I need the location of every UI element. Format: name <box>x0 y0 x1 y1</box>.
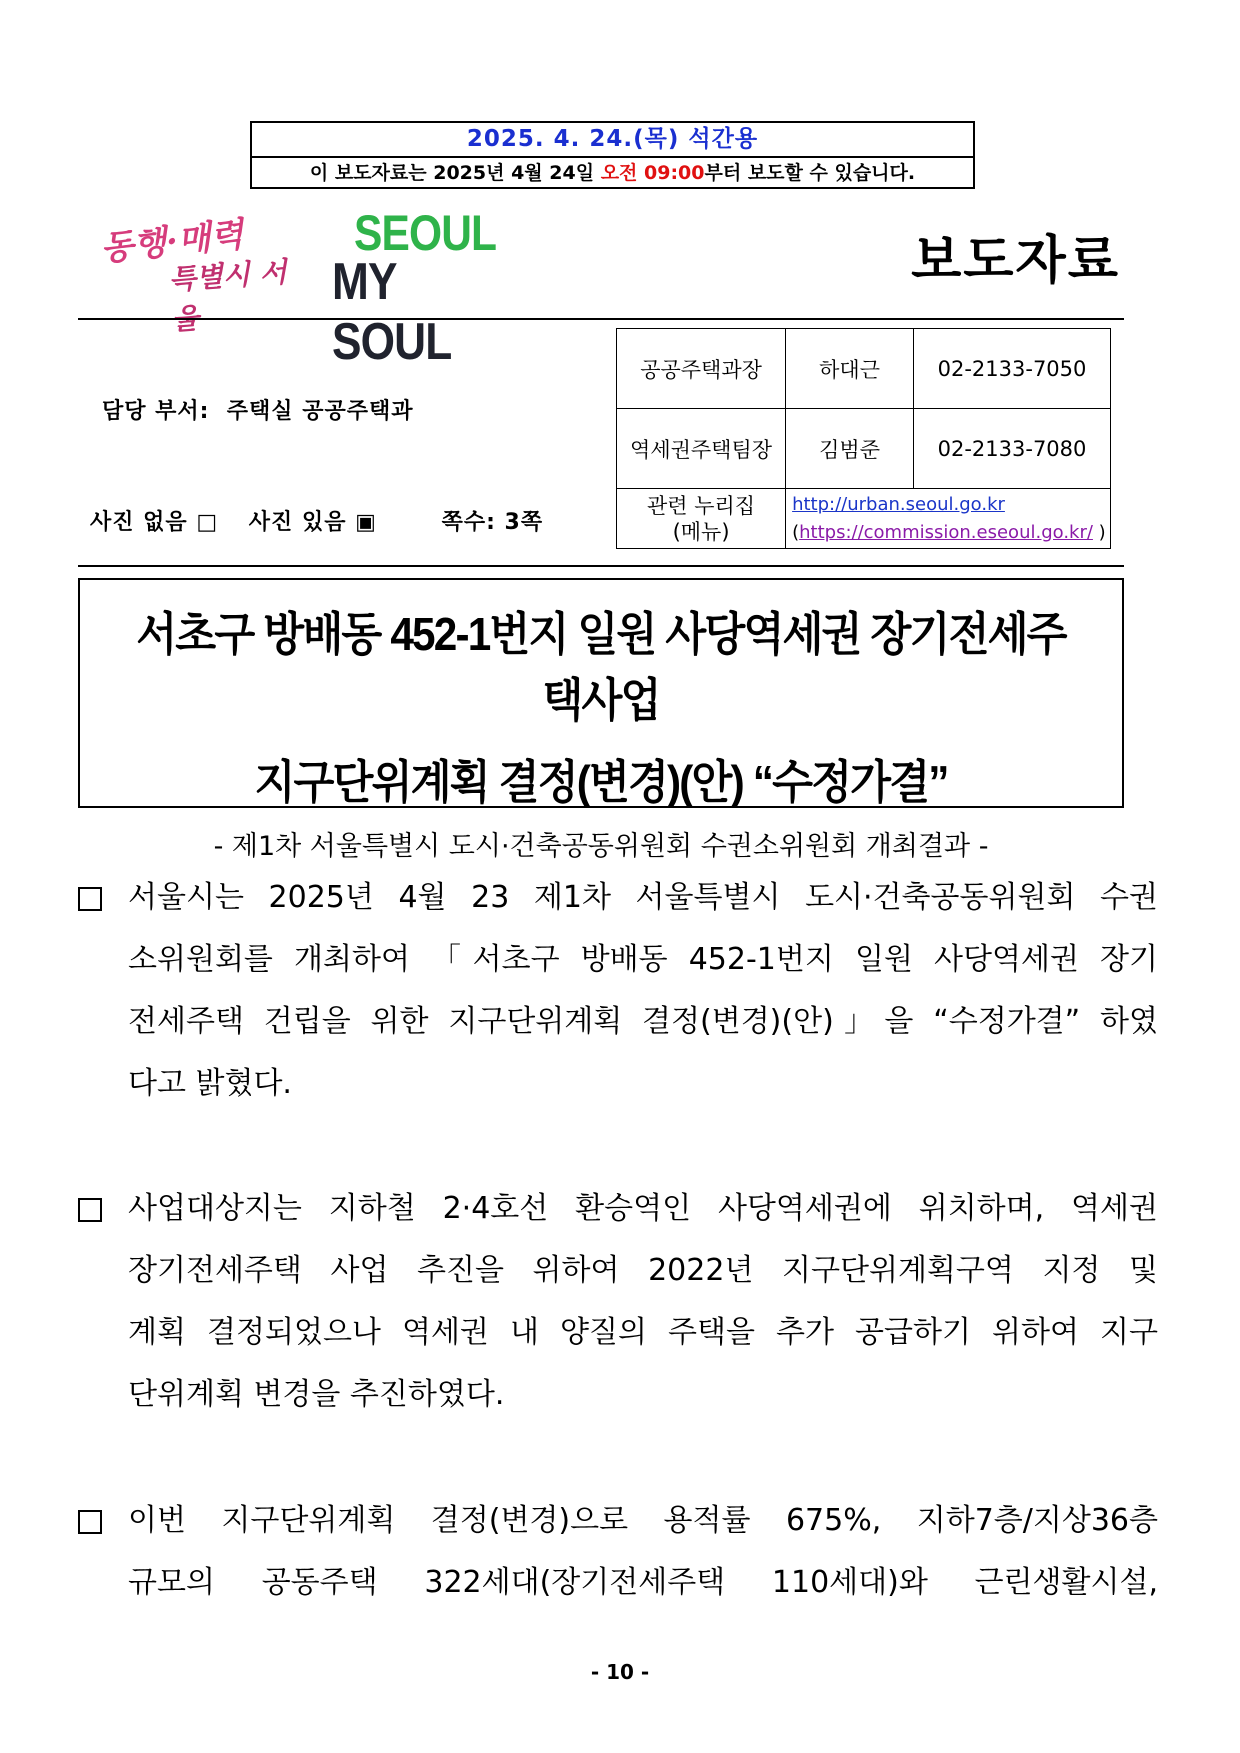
contact-phone: 02-2133-7080 <box>914 409 1111 489</box>
paragraph-line: 사업대상지는 지하철 2·4호선 환승역인 사당역세권에 위치하며, 역세권 <box>128 1191 1158 1226</box>
links-row <box>617 489 1111 549</box>
contact-name: 하대근 <box>786 329 914 409</box>
commission-link[interactable]: https://commission.eseoul.go.kr/ <box>799 521 1093 543</box>
link-paren-open: ( <box>792 521 800 543</box>
header-divider <box>78 318 1124 320</box>
contact-role: 공공주택과장 <box>617 329 786 409</box>
paragraph-line: 다고 밝혔다. <box>128 1066 292 1101</box>
subtitle: - 제1차 서울특별시 도시·건축공동위원회 수권소위원회 개최결과 - <box>213 831 989 862</box>
contact-divider <box>78 565 1124 567</box>
embargo-note-prefix: 이 보도자료는 2025년 4월 24일 <box>309 162 601 184</box>
paragraph <box>78 1490 1158 1614</box>
title-line-2: 지구단위계획 결정(변경)(안) “수정가결” <box>254 756 948 808</box>
paragraph-line: 장기전세주택 사업 추진을 위하여 2022년 지구단위계획구역 지정 및 <box>128 1253 1158 1288</box>
title-box <box>78 578 1124 862</box>
link-paren-close: ) <box>1092 521 1106 543</box>
seoul-my-soul-logo <box>332 204 497 371</box>
contact-row <box>617 409 1111 489</box>
bullet-checkbox-icon <box>78 887 102 911</box>
embargo-box <box>250 121 975 189</box>
links-label-line-2: (메뉴) <box>672 519 730 544</box>
contact-role: 역세권주택팀장 <box>617 409 786 489</box>
paragraph <box>78 867 1158 1115</box>
page-count: 쪽수: 3쪽 <box>441 510 544 535</box>
paragraph-line: 계획 결정되었으나 역세권 내 양질의 주택을 추가 공급하기 위하여 지구 <box>128 1315 1158 1350</box>
links-cell <box>786 489 1111 549</box>
embargo-date: 2025. 4. 24.(목) 석간용 <box>252 123 973 158</box>
has-photo-label: 사진 있음 ▣ <box>248 510 377 535</box>
department: 담당 부서: 주택실 공공주택과 <box>102 399 414 424</box>
paragraph-line: 규모의 공동주택 322세대(장기전세주택 110세대)와 근린생활시설, <box>128 1565 1158 1600</box>
slogan-line-1: 동행·매력 <box>98 214 246 270</box>
embargo-note-suffix: 부터 보도할 수 있습니다. <box>704 162 916 184</box>
embargo-time: 오전 09:00 <box>600 162 705 184</box>
seoul-logo-line-1: SEOUL <box>354 205 497 261</box>
slogan-line-2: 특별시 서울 <box>167 255 288 337</box>
seoul-logo-line-2: MY SOUL <box>332 253 452 371</box>
no-photo-label: 사진 없음 □ <box>90 510 219 535</box>
bullet-checkbox-icon <box>78 1510 102 1534</box>
urban-seoul-link[interactable]: http://urban.seoul.go.kr <box>792 493 1005 515</box>
doc-label: 보도자료 <box>911 231 1120 291</box>
embargo-note <box>252 158 973 189</box>
paragraph-line: 전세주택 건립을 위한 지구단위계획 결정(변경)(안)」을 “수정가결” 하였 <box>128 1004 1158 1039</box>
paragraph-line: 서울시는 2025년 4월 23 제1차 서울특별시 도시·건축공동위원회 수권 <box>128 880 1158 915</box>
photo-info <box>90 505 565 536</box>
links-label-line-1: 관련 누리집 <box>646 493 756 518</box>
page-number: - 10 - <box>590 1660 650 1684</box>
links-label <box>617 489 786 549</box>
contact-row <box>617 329 1111 409</box>
paragraph-line: 이번 지구단위계획 결정(변경)으로 용적률 675%, 지하7층/지상36층 <box>128 1503 1158 1538</box>
paragraph-line: 소위원회를 개최하여 「서초구 방배동 452-1번지 일원 사당역세권 장기 <box>128 942 1158 977</box>
contact-table <box>616 328 1111 549</box>
title-line-1: 서초구 방배동 452-1번지 일원 사당역세권 장기전세주택사업 <box>136 608 1066 726</box>
bullet-checkbox-icon <box>78 1198 102 1222</box>
paragraph <box>78 1178 1158 1426</box>
contact-phone: 02-2133-7050 <box>914 329 1111 409</box>
contact-name: 김범준 <box>786 409 914 489</box>
seoul-slogan-logo <box>96 210 296 337</box>
paragraph-line: 단위계획 변경을 추진하였다. <box>128 1377 505 1412</box>
